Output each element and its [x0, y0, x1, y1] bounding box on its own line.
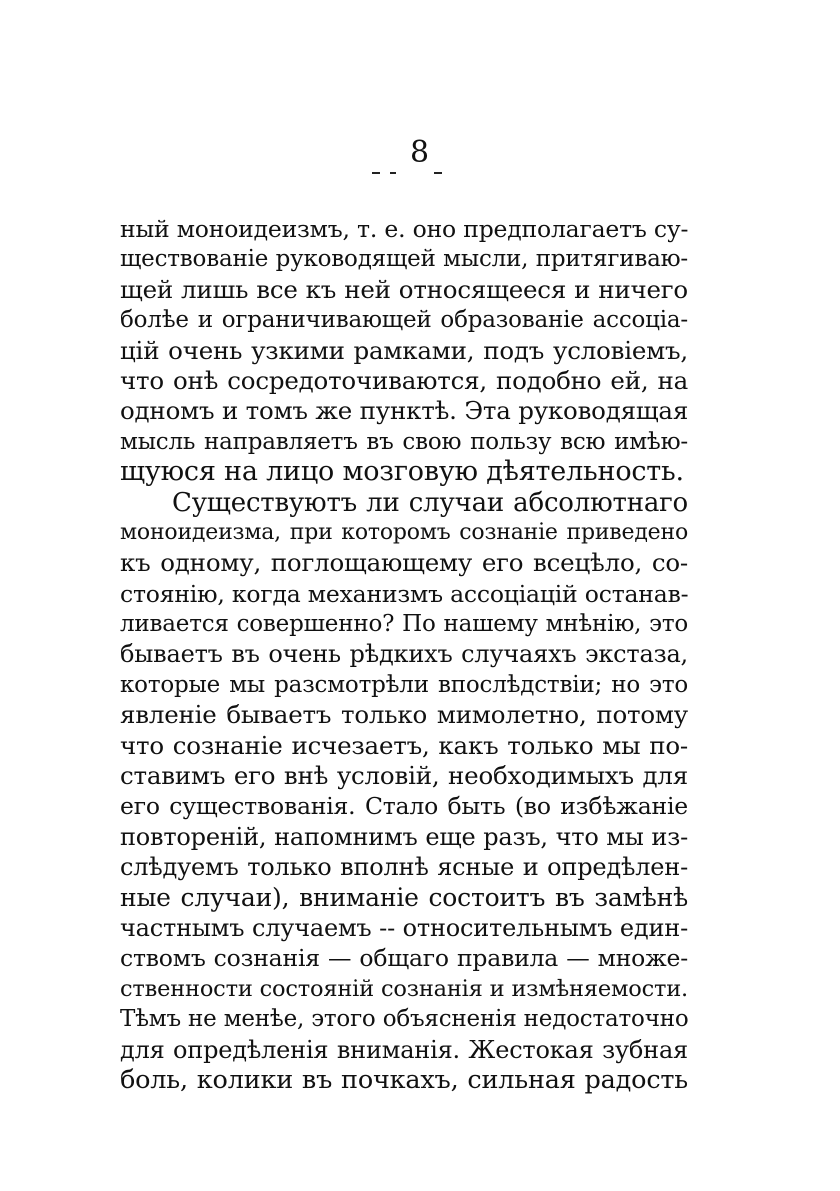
page-header: [0, 136, 840, 170]
text-line: мысль направляетъ въ свою пользу всю имѣю-: [120, 428, 688, 455]
text-line: повтореній, напомнимъ еще разъ, что мы из-: [120, 822, 688, 851]
text-line: ные случаи), вниманіе состоитъ въ замѣнѣ: [120, 882, 688, 912]
text-line: одномъ и томъ же пунктѣ. Эта руководящая: [120, 396, 689, 426]
text-line: ществованіе руководящей мысли, притягиваю-: [120, 246, 688, 273]
page-number: 8: [409, 135, 431, 170]
text-line: ставимъ его внѣ условій, необходимыхъ для: [120, 761, 688, 791]
text-line: щей лишь все къ ней относящееся и ничего: [120, 274, 688, 304]
text-line: ствомъ сознанія — общаго правила — множе-: [120, 944, 688, 973]
header-rule: [370, 170, 450, 176]
text-line: что сознаніе исчезаетъ, какъ только мы по-: [120, 730, 688, 760]
text-line: его существованія. Стало быть (во избѣжаніе: [120, 792, 688, 821]
text-line: ливается совершенно? По нашему мнѣнію, это: [120, 611, 688, 638]
header-dash: [390, 172, 396, 174]
header-dash: [434, 172, 442, 174]
text-line: Тѣмъ не менѣе, этого объясненія недостаточно: [120, 1006, 689, 1033]
text-line: явленіе бываетъ только мимолетно, потому: [120, 700, 688, 730]
text-line: что онѣ сосредоточиваются, подобно ей, на: [120, 365, 688, 395]
text-line: для опредѣленія вниманія. Жестокая зубная: [120, 1035, 688, 1064]
header-dash: [372, 172, 380, 174]
text-line: частнымъ случаемъ -- относительнымъ един-: [120, 913, 688, 942]
body-text: [120, 214, 688, 1095]
text-line: ственности состояній сознанія и измѣняемости.: [120, 975, 688, 1002]
text-line: къ одному, поглощающему его всецѣло, со-: [120, 548, 688, 578]
text-line: бываетъ въ очень рѣдкихъ случаяхъ экстаза,: [120, 640, 688, 669]
paragraph-1: [120, 214, 688, 488]
text-line: боль, колики въ почкахъ, сильная радость: [120, 1064, 688, 1095]
text-line: щуюся на лицо мозговую дѣятельность.: [120, 456, 684, 488]
text-line: слѣдуемъ только вполнѣ ясные и опредѣлен-: [120, 853, 688, 882]
paragraph-2: [120, 488, 688, 1096]
text-line: ный моноидеизмъ, т. е. оно предполагаетъ су-: [120, 215, 689, 243]
text-line: Существуютъ ли случаи абсолютнаго: [172, 487, 688, 518]
text-line: моноидеизма, при которомъ сознаніе приведено: [120, 519, 688, 545]
text-line: болѣе и ограничивающей образованіе ассоціа-: [120, 307, 688, 334]
text-line: стоянію, когда механизмъ ассоціацій останав-: [120, 579, 689, 608]
text-line: которые мы разсмотрѣли впослѣдствіи; но это: [120, 671, 688, 698]
text-line: цій очень узкими рамками, подъ условіемъ,: [120, 335, 688, 365]
